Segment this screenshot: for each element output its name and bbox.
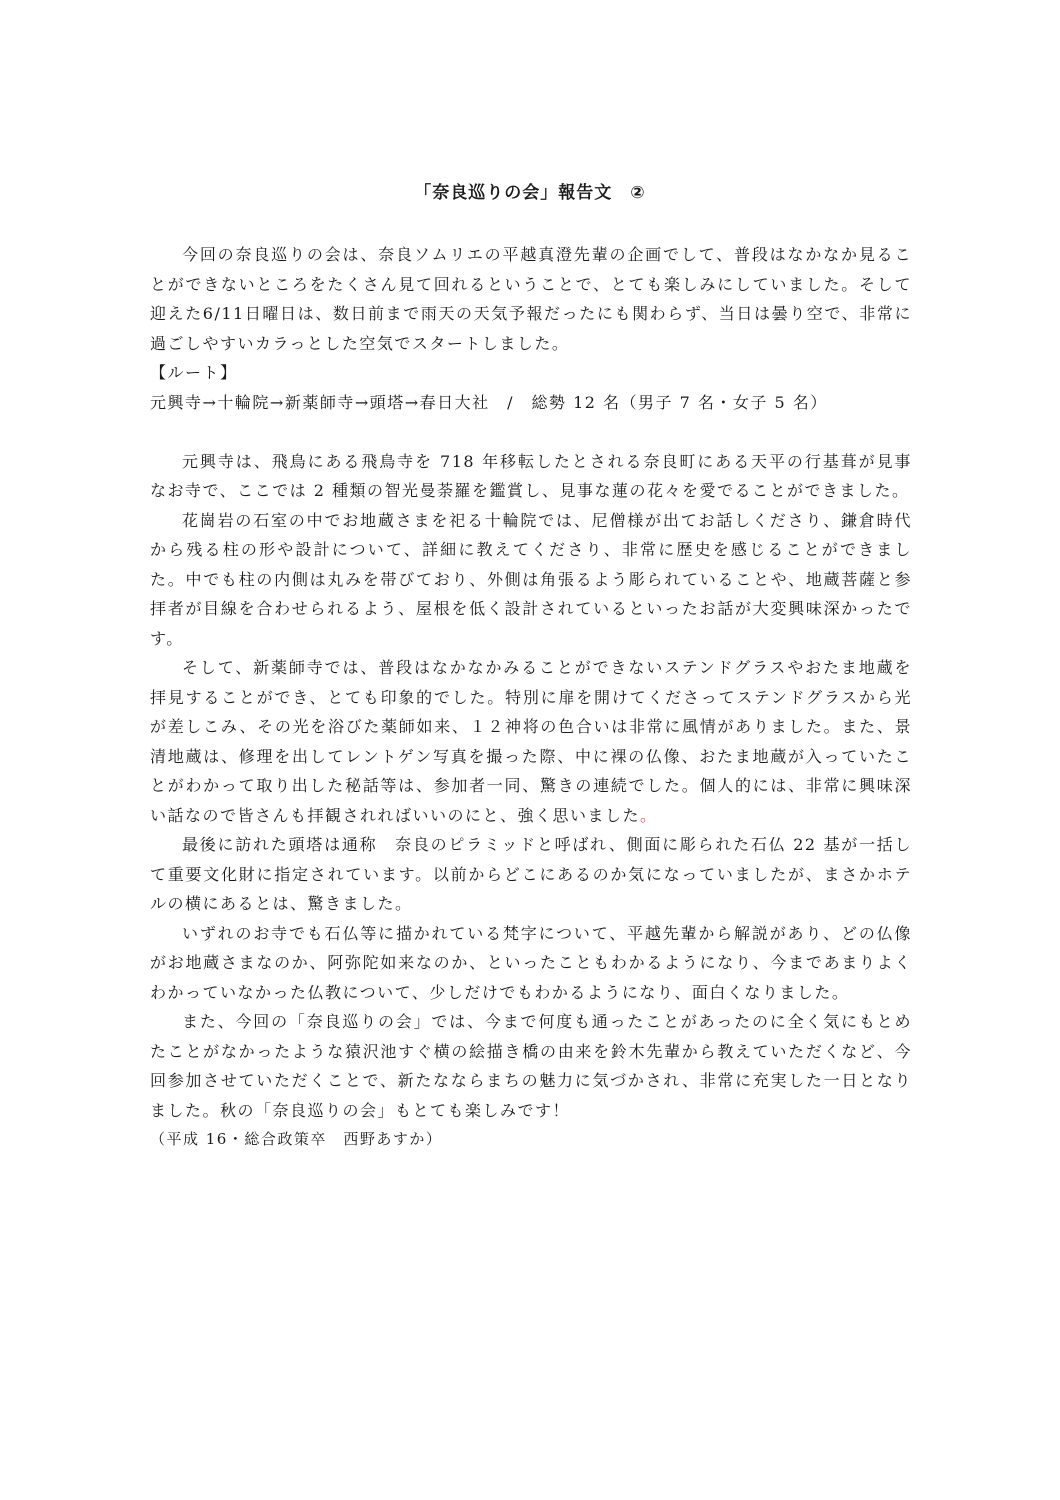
- intro-paragraph: 今回の奈良巡りの会は、奈良ソムリエの平越真澄先輩の企画でして、普段はなかなか見ることができないところをたくさん見て回れるということで、とても楽しみにしていました。そして迎えた6/11日曜日は、数日前まで雨天の天気予報だったにも関わらず、当日は曇り空で、非常に過ごしやすいカラっとした空気でスタートしました。: [150, 245, 912, 353]
- paragraph-jurinin: 花崗岩の石室の中でお地蔵さまを祀る十輪院では、尼僧様が出てお話しくださり、鎌倉時代から残る柱の形や設計について、詳細に教えてくださり、非常に歴史を感じることができました。中でも柱の内側は丸みを帯びており、外側は角張るよう彫られていることや、地蔵菩薩と参拝者が目線を合わせられるよう、屋根を低く設計されているといったお話が大変興味深かったです。: [150, 510, 912, 648]
- paragraph-spacer: [150, 417, 912, 447]
- paragraph-bonji: いずれのお寺でも石仏等に描かれている梵字について、平越先輩から解説があり、どの仏像がお地蔵さまなのか、阿弥陀如来なのか、といったこともわかるようになり、今まであまりよくわかっていなかった仏教について、少しだけでもわかるようになり、面白くなりました。: [150, 923, 912, 1002]
- report-body: [150, 240, 912, 1155]
- paragraph-shinyakushiji: [150, 653, 912, 830]
- paragraph-gangoji: 元興寺は、飛鳥にある飛鳥寺を 718 年移転したとされる奈良町にある天平の行基葺が見事なお寺で、ここでは 2 種類の智光曼荼羅を鑑賞し、見事な蓮の花々を愛でることができました。: [150, 451, 912, 500]
- paragraph-zuto: 最後に訪れた頭塔は通称 奈良のピラミッドと呼ばれ、側面に彫られた石仏 22 基が一括して重要文化財に指定されています。以前からどこにあるのか気になっていましたが、まさかホテルの横にあるとは、驚きました。: [150, 835, 912, 913]
- report-title: 「奈良巡りの会」報告文 ②: [414, 183, 646, 203]
- route-line: 元興寺→十輪院→新薬師寺→頭塔→春日大社 / 総勢 12 名（男子 7 名・女子 5 名）: [150, 392, 828, 412]
- author-signature: （平成 16・総合政策卒 西野あすか）: [150, 1130, 443, 1148]
- paragraph-closing: また、今回の「奈良巡りの会」では、今まで何度も通ったことがあったのに全く気にもとめたことがなかったような猿沢池すぐ横の絵描き橋の由来を鈴木先輩から教えていただくなど、今回参加させていただくことで、新たなならまちの魅力に気づかされ、非常に充実した一日となりました。秋の「奈良巡りの会」もとても楽しみです！: [150, 1012, 912, 1120]
- red-period-mark: 。: [640, 805, 658, 825]
- shinyakushiji-text: そして、新薬師寺では、普段はなかなかみることができないステンドグラスやおたま地蔵を拝見することができ、とても印象的でした。特別に扉を開けてくださってステンドグラスから光が差しこみ、その光を浴びた薬師如来、１２神将の色合いは非常に風情がありました。また、景清地蔵は、修理を出してレントゲン写真を撮った際、中に裸の仏像、おたま地蔵が入っていたことがわかって取り出した秘話等は、参加者一同、驚きの連続でした。個人的には、非常に興味深い話なので皆さんも拝観されればいいのにと、強く思いました: [150, 658, 912, 825]
- route-label: 【ルート】: [150, 363, 238, 382]
